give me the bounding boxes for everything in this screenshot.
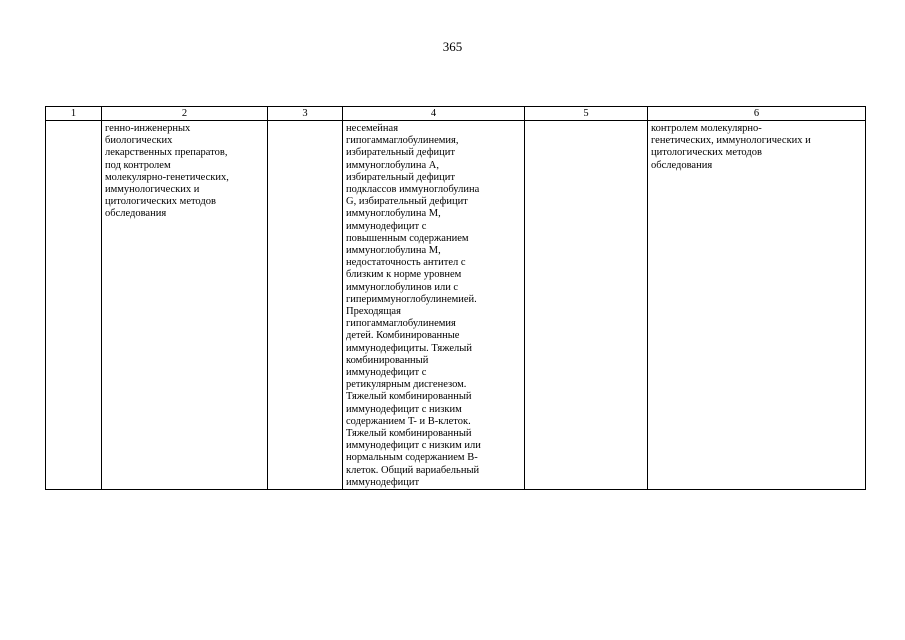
table-header-row	[46, 107, 866, 121]
cell-col6	[648, 121, 866, 490]
table-row	[46, 121, 866, 490]
cell-col3	[268, 121, 343, 490]
cell-col6-text: контролем молекулярно- генетических, иммунологических и цитологических методов обследования	[651, 123, 811, 171]
cell-col2-text: генно-инженерных биологических лекарственных препаратов, под контролем молекулярно-генетических, иммунологических и цитологических методов обследования	[105, 123, 229, 220]
cell-col2	[102, 121, 268, 490]
document-table	[45, 106, 866, 490]
column-header-6: 6	[648, 107, 866, 121]
cell-col4	[343, 121, 525, 490]
page-number: 365	[442, 39, 463, 54]
cell-col4-text: несемейная гипогаммаглобулинемия, избирательный дефицит иммуноглобулина A, избирательный дефицит подклассов иммуноглобулина G, избирательный дефицит иммуноглобулина M, иммунодефицит с повышенным содержанием иммуноглобулина M, недостаточность антител с близким к норме уровнем иммуноглобулинов или с гипериммуноглобулинемией. Преходящая гипогаммаглобулинемия детей. Комбинированные иммунодефициты. Тяжелый комбинированный иммунодефицит с ретикулярным дисгенезом. Тяжелый комбинированный иммунодефицит с низким содержанием T- и B-клеток. Тяжелый комбинированный иммунодефицит с низким или нормальным содержанием B- клеток. Общий вариабельный иммунодефицит	[346, 123, 481, 488]
cell-col1	[46, 121, 102, 490]
column-header-1: 1	[46, 107, 102, 121]
column-header-3: 3	[268, 107, 343, 121]
column-header-2: 2	[102, 107, 268, 121]
cell-col5	[525, 121, 648, 490]
column-header-5: 5	[525, 107, 648, 121]
column-header-4: 4	[343, 107, 525, 121]
